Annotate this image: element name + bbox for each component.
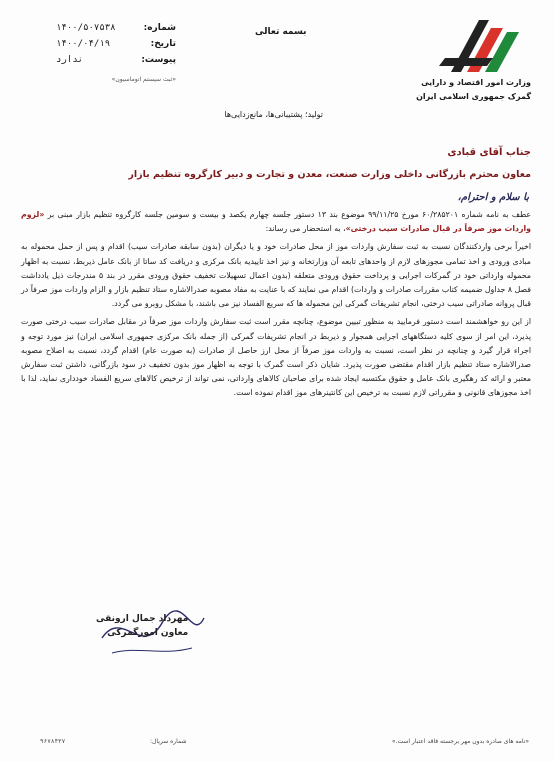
customs-name: گمرک جمهوری اسلامی ایران (416, 92, 531, 101)
body-paragraph-2: اخیراً برخی واردکنندگان نسبت به ثبت سفارش واردات موز از محل صادرات خود و یا دیگران (بدون سابقه صادرات سیب) اقدام و پس از حمل محموله به مبادی ورودی و اخذ تمامی مجوزهای لازم از واحدهای تابعه آن وزارتخانه و نیز اخذ تاییدیه بانک مرکزی و دریافت کد ساتا از بانک عامل ذیربط، نسبت به اظهار محموله وارداتی خود در گمرکات اجرایی و پرداخت حقوق ورودی متعلقه (بدون اعمال تسهیلات تخفیف حقوق ورودی مقرر در بند ۵ مندرجات ذیل یادداشت فصل ۸ جداول ضمیمه کتاب مقررات صادرات و واردات) اقدام می نمایند که با عنایت به مفاد مصوبه صدرالاشاره ستاد تنظیم بازار و الزام واردات موز صرفاً در قبال پروانه صادراتی سیب درختی، انجام تشریفات گمرکی این محموله ها که سریع الفساد نیز می باشند، با مشکل روبرو می گردد. (21, 242, 532, 309)
bismillah-heading: بسمه تعالی (255, 27, 307, 37)
letter-footer (0, 738, 555, 752)
letter-subject: تولید؛ پشتیبانی‌ها، مانع‌زدایی‌ها (224, 110, 323, 119)
signer-name: مهرداد جمال ارونقی (96, 614, 189, 624)
body-p1-text: عطف به نامه شماره ۶۰/۲۸۵۲۰۱ مورخ ۹۹/۱۱/۲۵ موضوع بند ۱۳ دستور جلسه چهارم یکصد و بیست و سومین جلسه کارگروه تنظیم بازار مبنی بر (44, 210, 531, 219)
greeting: با سلام و احترام، (457, 192, 529, 203)
attachment-value: ندارد (56, 55, 84, 65)
recipient-title: جناب آقای قبادی (447, 147, 531, 158)
number-row (56, 20, 176, 36)
body-paragraph-1 (21, 208, 531, 236)
date-label: تاریخ: (150, 39, 176, 49)
letter-body (21, 208, 531, 405)
body-p1-tail: ، به استحضار می رساند: (265, 224, 346, 234)
body-p1-highlight: «لزوم واردات موز صرفاً در قبال صادرات سیب درختی» (21, 210, 531, 234)
letter-meta (56, 20, 176, 88)
recipient-position: معاون محترم بازرگانی داخلی وزارت صنعت، معدن و تجارت و دبیر کارگروه تنظیم بازار (128, 169, 531, 180)
number-value: ۱۴۰۰/۵۰۷۵۳۸ (56, 23, 116, 33)
serial-value: ۹۶۷۸۴۳۷ (40, 738, 66, 745)
body-paragraph-3: از این رو خواهشمند است دستور فرمایید به منظور تبیین موضوع، چنانچه مقرر است ثبت سفارش واردات موز صرفاً در مقابل صادرات سیب درختی صورت پذیرد، این امر از سوی کلیه دستگاههای اجرایی همجوار و ذیربط در انجام تشریفات گمرکی (از جمله بانک مرکزی جمهوری اسلامی ایران) نیز مورد توجه و اجراء قرار گیرد و چنانچه در نظر است، نسبت به واردات موز صرفاً از محل ارز حاصل از صادرات (به صورت عام) اقدام گردد، نسبت به اصلاح مصوبه صدرالاشاره ستاد تنظیم بازار اقدام مقتضی صورت پذیرد. شایان ذکر است گمرک با توجه به اظهار موز بدون تخفیف در سود بازرگانی، داشتن ثبت سفارش معتبر و ارائه کد رهگیری بانک عامل و حقوق مکتسبه ایجاد شده برای صاحبان کالاهای وارداتی، نمی تواند از ترخیص کالاهای سریع الفساد خودداری نماید، لذا با اخذ مجوزهای قانونی و مقرراتی لازم نسبت به ترخیص این کانتینرهای موز اقدام نموده است. (21, 317, 531, 398)
attachment-label: پیوست: (141, 55, 176, 65)
system-note: «ثبت سیستم اتوماسیون» (111, 76, 176, 83)
signature-block (96, 612, 188, 640)
signer-title: معاون امورگمرکی (107, 628, 189, 638)
footer-note: «نامه های صادره بدون مهر برجسته فاقد اعتبار است.» (391, 738, 529, 745)
serial-label: شماره سریال: (150, 738, 187, 745)
organization-block (416, 76, 531, 104)
customs-logo (437, 14, 521, 74)
ministry-name: وزارت امور اقتصاد و دارایی (421, 78, 531, 87)
attachment-row (56, 52, 176, 68)
number-label: شماره: (143, 23, 176, 33)
date-row (56, 36, 176, 52)
date-value: ۱۴۰۰/۰۴/۱۹ (56, 39, 111, 49)
